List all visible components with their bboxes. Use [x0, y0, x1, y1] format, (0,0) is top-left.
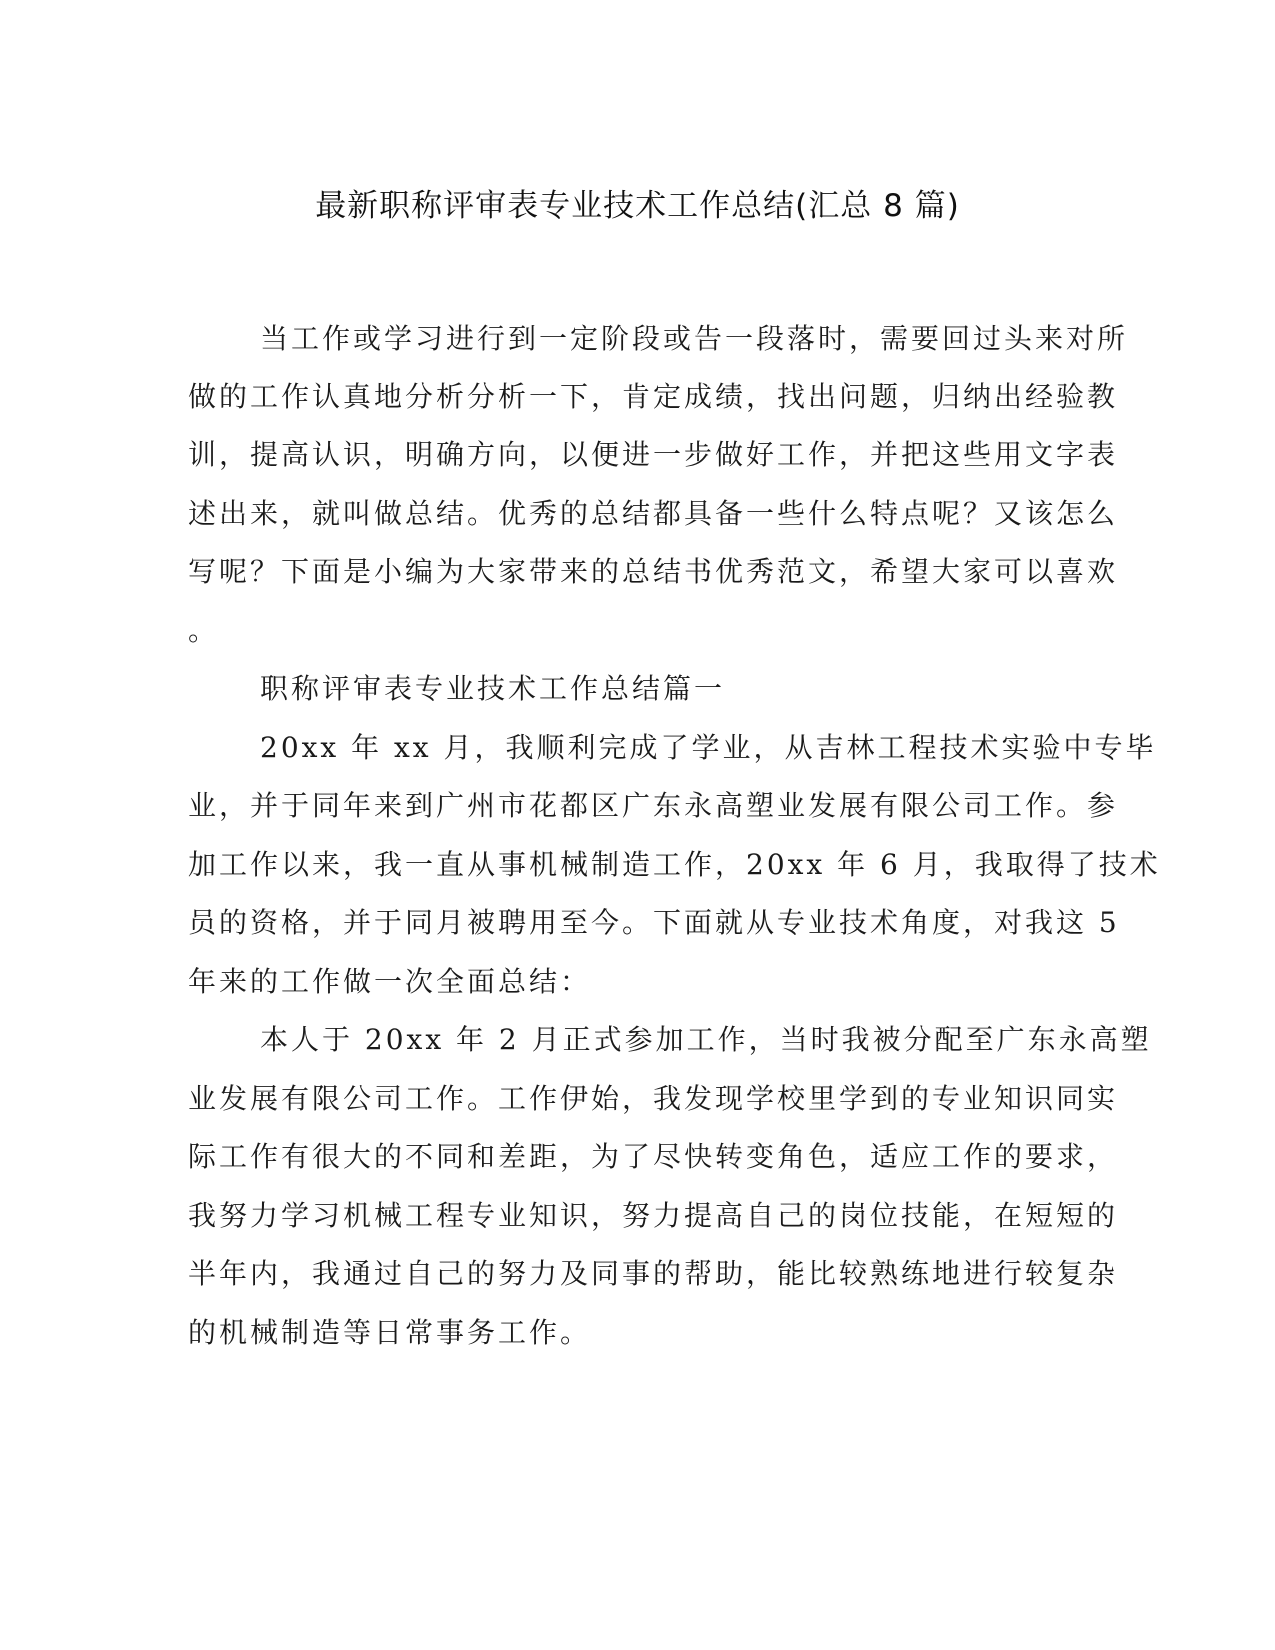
- line-text: 当工作或学习进行到一定阶段或告一段落时，需要回过头来对所: [260, 322, 1129, 355]
- line-text: 际工作有很大的不同和差距，为了尽快转变角色，适应工作的要求，: [188, 1140, 1119, 1173]
- document-title: 最新职称评审表专业技术工作总结(汇总 8 篇): [315, 188, 960, 224]
- line-text: 年来的工作做一次全面总结：: [188, 965, 592, 998]
- line-text: 写呢？下面是小编为大家带来的总结书优秀范文，希望大家可以喜欢: [188, 555, 1119, 588]
- line-text: 业，并于同年来到广州市花都区广东永高塑业发展有限公司工作。参: [188, 789, 1119, 822]
- line-text: 加工作以来，我一直从事机械制造工作，20xx 年 6 月，我取得了技术: [188, 848, 1161, 881]
- line-text: 训，提高认识，明确方向，以便进一步做好工作，并把这些用文字表: [188, 438, 1119, 471]
- line-text: 本人于 20xx 年 2 月正式参加工作，当时我被分配至广东永高塑: [260, 1023, 1152, 1056]
- line-text: 员的资格，并于同月被聘用至今。下面就从专业技术角度，对我这 5: [188, 906, 1120, 939]
- line-text: 。: [188, 614, 220, 647]
- line-text: 业发展有限公司工作。工作伊始，我发现学校里学到的专业知识同实: [188, 1082, 1119, 1115]
- line-text: 述出来，就叫做总结。优秀的总结都具备一些什么特点呢？又该怎么: [188, 497, 1119, 530]
- line-text: 半年内，我通过自己的努力及同事的帮助，能比较熟练地进行较复杂: [188, 1257, 1119, 1290]
- line-text: 20xx 年 xx 月，我顺利完成了学业，从吉林工程技术实验中专毕: [260, 731, 1157, 764]
- line-text: 我努力学习机械工程专业知识，努力提高自己的岗位技能，在短短的: [188, 1199, 1119, 1232]
- line-text: 的机械制造等日常事务工作。: [188, 1316, 592, 1349]
- section-heading-text: 职称评审表专业技术工作总结篇一: [260, 672, 726, 705]
- line-text: 做的工作认真地分析分析一下，肯定成绩，找出问题，归纳出经验教: [188, 380, 1119, 413]
